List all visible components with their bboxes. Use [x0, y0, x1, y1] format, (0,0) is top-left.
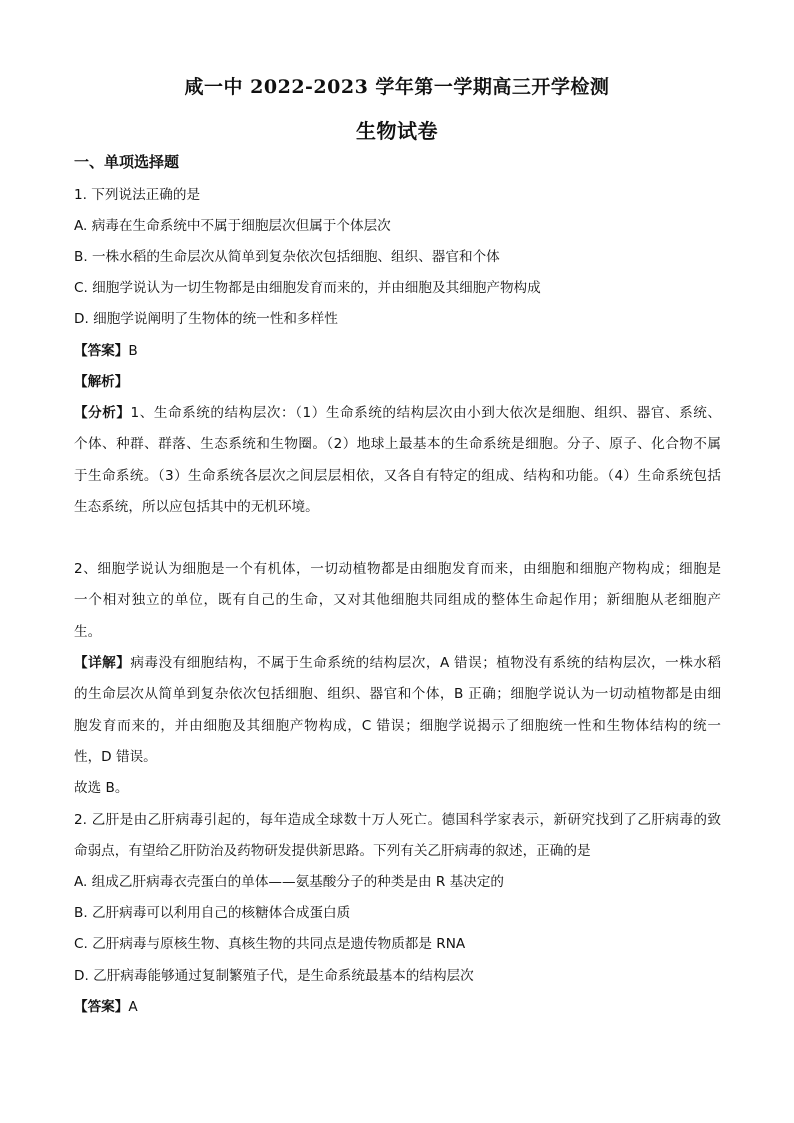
question-2-option-a: A. 组成乙肝病毒衣壳蛋白的单体——氨基酸分子的种类是由 R 基决定的 — [74, 874, 505, 890]
question-1-option-c: C. 细胞学说认为一切生物都是由细胞发育而来的，并由细胞及其细胞产物构成 — [74, 280, 541, 296]
conclusion: 故选 B。 — [74, 780, 129, 796]
analysis-line: 一个相对独立的单位，既有自己的生命，又对其他细胞共同组成的整体生命起作用；新细胞从老细胞产 — [74, 592, 721, 608]
detail-line: 胞发育而来的，并由细胞及其细胞产物构成，C 错误；细胞学说揭示了细胞统一性和生物体结构的统一 — [74, 718, 721, 734]
analysis-line: 个体、种群、群落、生态系统和生物圈。（2）地球上最基本的生命系统是细胞。分子、原子、化合物不属 — [74, 436, 721, 452]
answer-tag: 【答案】 — [74, 999, 129, 1015]
answer-tag: 【答案】 — [74, 343, 129, 359]
question-1-option-b: B. 一株水稻的生命层次从简单到复杂依次包括细胞、组织、器官和个体 — [74, 249, 500, 265]
question-2-option-b: B. 乙肝病毒可以利用自己的核糖体合成蛋白质 — [74, 905, 351, 921]
question-2-stem: 命弱点，有望给乙肝防治及药物研发提供新思路。下列有关乙肝病毒的叙述，正确的是 — [74, 843, 591, 859]
answer-value: A — [128, 999, 138, 1015]
analysis-line: 于生命系统。（3）生命系统各层次之间层层相依，又各自有特定的组成、结构和功能。（4）生命系统包括 — [74, 468, 721, 484]
detail-line: 的生命层次从简单到复杂依次包括细胞、组织、器官和个体，B 正确；细胞学说认为一切动植物都是由细 — [74, 686, 721, 702]
question-2-option-d: D. 乙肝病毒能够通过复制繁殖子代，是生命系统最基本的结构层次 — [74, 968, 474, 984]
detail-line: 性，D 错误。 — [74, 749, 157, 765]
fenxi-tag: 【分析】 — [74, 405, 131, 421]
question-1-stem: 1. 下列说法正确的是 — [74, 187, 201, 203]
question-2-stem: 2. 乙肝是由乙肝病毒引起的，每年造成全球数十万人死亡。德国科学家表示，新研究找到了乙肝病毒的致 — [74, 812, 721, 828]
analysis-line — [74, 401, 721, 421]
analysis-line: 2、细胞学说认为细胞是一个有机体，一切动植物都是由细胞发育而来，由细胞和细胞产物构成；细胞是 — [74, 561, 721, 577]
detail-text: 病毒没有细胞结构，不属于生命系统的结构层次，A 错误；植物没有系统的结构层次，一株水稻 — [130, 655, 722, 671]
question-2-option-c: C. 乙肝病毒与原核生物、真核生物的共同点是遗传物质都是 RNA — [74, 936, 466, 952]
question-2-answer — [74, 995, 138, 1015]
page-subtitle: 生物试卷 — [356, 119, 438, 143]
page-title: 咸一中 2022-2023 学年第一学期高三开学检测 — [184, 76, 610, 98]
detail-line — [74, 651, 721, 671]
detail-tag: 【详解】 — [74, 655, 131, 671]
question-1-answer — [74, 339, 138, 359]
section-heading: 一、单项选择题 — [74, 153, 180, 171]
analysis-text: 1、生命系统的结构层次：（1）生命系统的结构层次由小到大依次是细胞、组织、器官、系统、 — [130, 405, 721, 421]
question-1-option-a: A. 病毒在生命系统中不属于细胞层次但属于个体层次 — [74, 218, 391, 234]
analysis-tag: 【解析】 — [74, 374, 129, 390]
analysis-line: 生。 — [74, 624, 102, 640]
analysis-line: 生态系统，所以应包括其中的无机环境。 — [74, 499, 319, 515]
question-1-option-d: D. 细胞学说阐明了生物体的统一性和多样性 — [74, 311, 338, 327]
answer-value: B — [128, 343, 138, 359]
